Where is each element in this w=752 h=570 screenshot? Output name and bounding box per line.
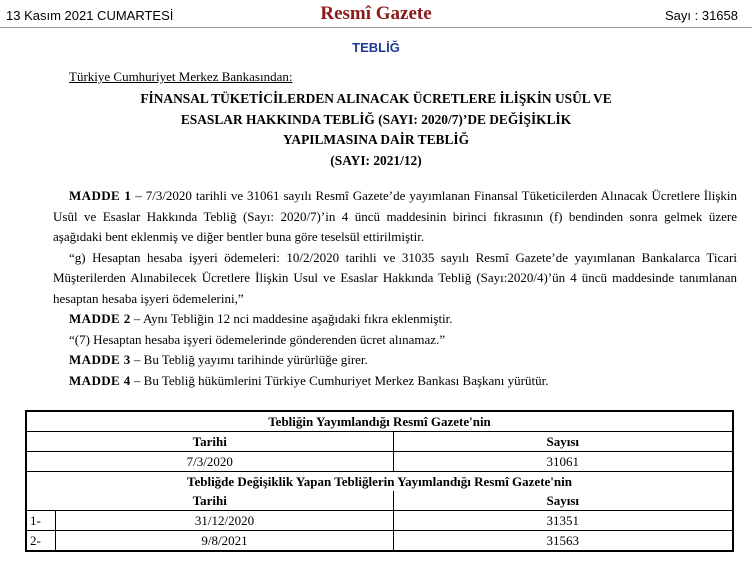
- title-line: (SAYI: 2021/12): [330, 152, 422, 168]
- article-1-label: MADDE 1: [69, 188, 132, 203]
- column-date-header: Tarihi: [26, 432, 393, 452]
- table-heading-amendments: Tebliğde Değişiklik Yapan Tebliğlerin Yayımlandığı Resmî Gazete'nin: [26, 472, 733, 492]
- article-2-quote: “(7) Hesaptan hesaba işyeri ödemelerinde gönderenden ücret alınamaz.”: [69, 331, 446, 347]
- publication-table: [25, 410, 734, 552]
- table-row: [26, 531, 733, 552]
- table-heading-row: [26, 411, 733, 432]
- section-label: TEBLİĞ: [352, 40, 400, 55]
- row-date: 9/8/2021: [56, 531, 393, 552]
- article-4-label: MADDE 4: [69, 372, 131, 388]
- row-number: 31563: [393, 531, 733, 552]
- column-number-header: Sayısı: [393, 491, 733, 511]
- gazette-title: Resmî Gazete: [320, 3, 432, 24]
- title-line: ESASLAR HAKKINDA TEBLİĞ (SAYI: 2020/7)’DE DEĞİŞİKLİK: [180, 111, 572, 127]
- column-date-header: Tarihi: [26, 491, 393, 511]
- article-2-label: MADDE 2: [69, 311, 131, 326]
- original-date: 7/3/2020: [26, 452, 393, 472]
- article-1-text: – 7/3/2020 tarihli ve 31061 sayılı Resmî Gazete’de yayımlanan Finansal Tüketicilerden Alınacak Ücretlere İlişkin Usûl ve Esaslar Hakkında Tebliğ (Sayı: 2020/7)’in 4 üncü maddesinin birinci fıkrasının (f) bendinden sonra gelmek üzere aşağıdaki bent eklenmiş ve diğer bentler buna göre teselsül ettirilmiştir.: [53, 188, 737, 244]
- article-4-text: – Bu Tebliğ hükümlerini Türkiye Cumhuriyet Merkez Bankası Başkanı yürütür.: [130, 372, 549, 388]
- article-1: [53, 186, 737, 248]
- table-heading-row: [26, 472, 733, 492]
- institution-name: Türkiye Cumhuriyet Merkez Bankasından:: [69, 69, 293, 84]
- row-index: 1-: [26, 511, 56, 531]
- table-column-row: [26, 491, 733, 511]
- regulation-body: [53, 186, 737, 391]
- header-divider: [0, 27, 752, 28]
- header-date: 13 Kasım 2021 CUMARTESİ: [6, 8, 174, 23]
- original-number: 31061: [393, 452, 733, 472]
- title-line: FİNANSAL TÜKETİCİLERDEN ALINACAK ÜCRETLERE İLİŞKİN USÛL VE: [140, 91, 612, 106]
- issue-number: Sayı : 31658: [665, 8, 738, 23]
- regulation-title: [0, 89, 752, 171]
- article-1-quote: “g) Hesaptan hesaba işyeri ödemeleri: 10/2/2020 tarihli ve 31035 sayılı Resmî Gazete’de yayımlanan Bankalarca Ticari Müşterilerden Alınabilecek Ücretlere İlişkin Usul ve Esaslar Hakkında Tebliğ (Sayı:2020/4)’ün 4 üncü maddesinde tanımlanan hesaptan hesaba işyeri ödemelerini,”: [53, 249, 737, 306]
- article-3-label: MADDE 3: [69, 352, 131, 367]
- table-row: [26, 511, 733, 531]
- column-number-header: Sayısı: [393, 432, 733, 452]
- article-3-text: – Bu Tebliğ yayımı tarihinde yürürlüğe girer.: [130, 352, 368, 367]
- title-line: YAPILMASINA DAİR TEBLİĞ: [282, 132, 470, 147]
- row-number: 31351: [393, 511, 733, 531]
- article-3: [53, 350, 737, 371]
- article-4: [53, 371, 737, 392]
- article-2: [53, 309, 737, 330]
- table-row: [26, 452, 733, 472]
- table-heading-original: Tebliğin Yayımlandığı Resmî Gazete'nin: [26, 411, 733, 432]
- table-column-row: [26, 432, 733, 452]
- article-2-text: – Aynı Tebliğin 12 nci maddesine aşağıdaki fıkra eklenmiştir.: [130, 311, 453, 326]
- row-date: 31/12/2020: [56, 511, 393, 531]
- row-index: 2-: [26, 531, 56, 552]
